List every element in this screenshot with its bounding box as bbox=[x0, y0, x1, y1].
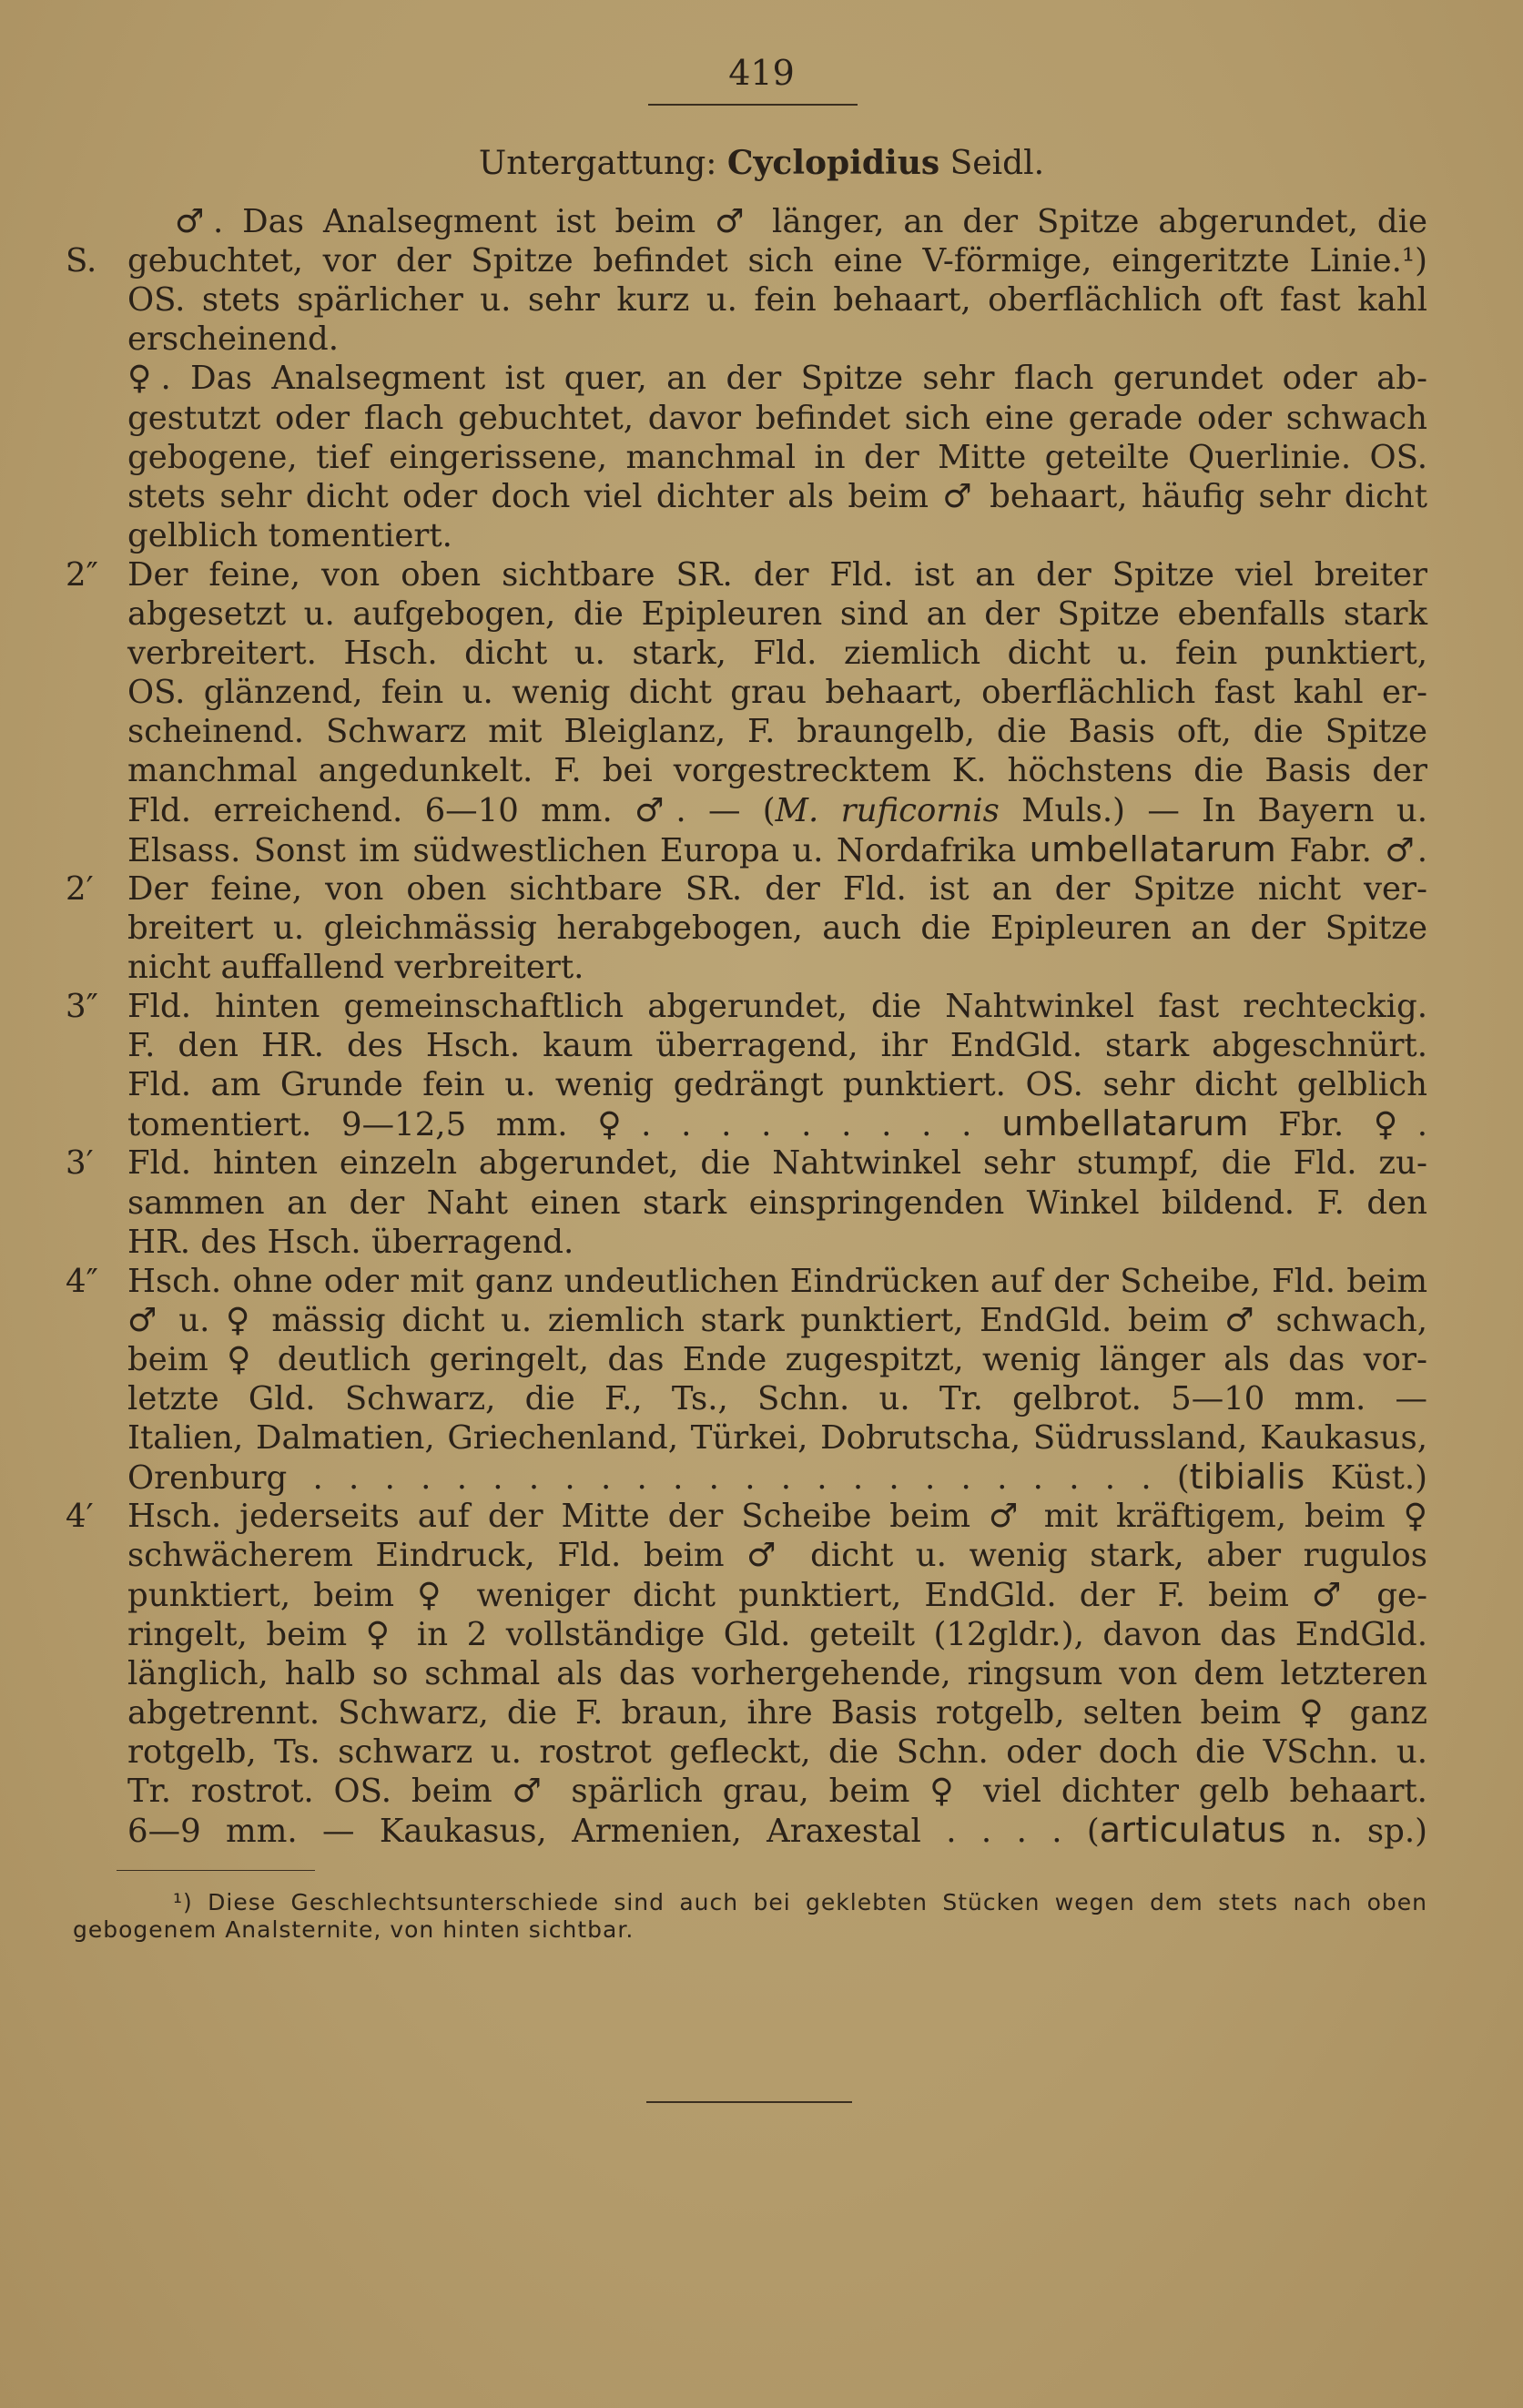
subgenus-name: Cyclopidius bbox=[726, 144, 940, 182]
text-line: länglich, halb so schmal als das vorhergehende, ringsum von dem letzteren bbox=[127, 1655, 1427, 1692]
couplet-label: 4′ bbox=[66, 1498, 94, 1535]
text-line: erscheinend. bbox=[127, 320, 340, 358]
couplet-label: S. bbox=[66, 242, 97, 279]
text-line: gebuchtet, vor der Spitze befindet sich eine V-förmige, eingeritzte Linie.¹) bbox=[127, 242, 1427, 279]
text-line: sammen an der Naht einen stark einspringenden Winkel bildend. F. den bbox=[127, 1184, 1427, 1222]
couplet-label: 2′ bbox=[66, 870, 94, 908]
text-line: ♂. Das Analsegment ist beim ♂ länger, an der Spitze abgerundet, die bbox=[175, 203, 1427, 240]
text-line: gebogene, tief eingerissene, manchmal in der Mitte geteilte Querlinie. OS. bbox=[127, 439, 1427, 476]
text-line: ♀. Das Analsegment ist quer, an der Spitze sehr flach gerundet oder ab- bbox=[127, 360, 1427, 397]
page-number: 419 bbox=[728, 53, 795, 93]
text-line: Hsch. ohne oder mit ganz undeutlichen Eindrücken auf der Scheibe, Fld. beim bbox=[127, 1263, 1427, 1300]
text-line: stets sehr dicht oder doch viel dichter als beim ♂ behaart, häufig sehr dicht bbox=[127, 478, 1427, 515]
couplet-label: 3′ bbox=[66, 1144, 94, 1182]
text-line: Der feine, von oben sichtbare SR. der Fld. ist an der Spitze nicht ver- bbox=[127, 870, 1427, 908]
text-line: Fld. erreichend. 6—10 mm. ♂. — (M. ruficornis Muls.) — In Bayern u. bbox=[127, 792, 1427, 829]
text-line: schwächerem Eindruck, Fld. beim ♂ dicht u. wenig stark, aber rugulos bbox=[127, 1537, 1427, 1574]
text-line: nicht auffallend verbreitert. bbox=[127, 949, 584, 986]
subgenus-author: Seidl. bbox=[949, 145, 1045, 182]
couplet-label: 4″ bbox=[66, 1263, 98, 1300]
text-line: tomentiert. 9—12,5 mm. ♀. . . . . . . . . umbellatarum Fbr. ♀. bbox=[127, 1103, 1427, 1143]
text-line: Tr. rostrot. OS. beim ♂ spärlich grau, beim ♀ viel dichter gelb behaart. bbox=[127, 1773, 1427, 1810]
text-line: Fld. am Grunde fein u. wenig gedrängt punktiert. OS. sehr dicht gelblich bbox=[127, 1066, 1427, 1103]
text-line: gestutzt oder flach gebuchtet, davor befindet sich eine gerade oder schwach bbox=[127, 400, 1427, 437]
text-line: breitert u. gleichmässig herabgebogen, auch die Epipleuren an der Spitze bbox=[127, 909, 1427, 947]
text-line: Fld. hinten gemeinschaftlich abgerundet, die Nahtwinkel fast rechteckig. bbox=[127, 988, 1427, 1025]
text-line: abgetrennt. Schwarz, die F. braun, ihre Basis rotgelb, selten beim ♀ ganz bbox=[127, 1694, 1427, 1732]
text-line: ringelt, beim ♀ in 2 vollständige Gld. geteilt (12gldr.), davon das EndGld. bbox=[127, 1616, 1427, 1653]
text-line: OS. stets spärlicher u. sehr kurz u. fein behaart, oberflächlich oft fast kahl bbox=[127, 281, 1427, 319]
text-line: gelblich tomentiert. bbox=[127, 517, 452, 554]
text-line: Italien, Dalmatien, Griechenland, Türkei, Dobrutscha, Südrussland, Kaukasus, bbox=[127, 1419, 1427, 1457]
text-line: manchmal angedunkelt. F. bei vorgestrecktem K. höchstens die Basis der bbox=[127, 752, 1427, 789]
footnote-line-2: gebogenem Analsternite, von hinten sichtbar. bbox=[73, 1916, 635, 1943]
bottom-rule bbox=[646, 2101, 852, 2103]
text-line: beim ♀ deutlich geringelt, das Ende zugespitzt, wenig länger als das vor- bbox=[127, 1341, 1427, 1378]
text-line: verbreitert. Hsch. dicht u. stark, Fld. ziemlich dicht u. fein punktiert, bbox=[127, 635, 1427, 672]
couplet-label: 3″ bbox=[66, 988, 98, 1025]
text-line: scheinend. Schwarz mit Bleiglanz, F. braungelb, die Basis oft, die Spitze bbox=[127, 713, 1427, 750]
text-line: Hsch. jederseits auf der Mitte der Scheibe beim ♂ mit kräftigem, beim ♀ bbox=[127, 1498, 1427, 1535]
text-line: HR. des Hsch. überragend. bbox=[127, 1224, 574, 1261]
subgenus-heading bbox=[0, 144, 1523, 182]
text-line: 6—9 mm. — Kaukasus, Armenien, Araxestal . . . . (articulatus n. sp.) bbox=[127, 1810, 1427, 1850]
text-line: Der feine, von oben sichtbare SR. der Fld. ist an der Spitze viel breiter bbox=[127, 556, 1427, 594]
text-line: letzte Gld. Schwarz, die F., Ts., Schn. u. Tr. gelbrot. 5—10 mm. — bbox=[127, 1380, 1427, 1417]
text-line: ♂ u. ♀ mässig dicht u. ziemlich stark punktiert, EndGld. beim ♂ schwach, bbox=[127, 1302, 1427, 1339]
text-line: rotgelb, Ts. schwarz u. rostrot gefleckt, die Schn. oder doch die VSchn. u. bbox=[127, 1733, 1427, 1771]
text-line: Orenburg . . . . . . . . . . . . . . . . . . . . . . . . (tibialis Küst.) bbox=[127, 1457, 1427, 1497]
text-line: OS. glänzend, fein u. wenig dicht grau behaart, oberflächlich fast kahl er- bbox=[127, 674, 1427, 711]
couplet-label: 2″ bbox=[66, 556, 98, 594]
text-line: F. den HR. des Hsch. kaum überragend, ihr EndGld. stark abgeschnürt. bbox=[127, 1027, 1427, 1064]
text-line: Elsass. Sonst im südwestlichen Europa u. Nordafrika umbellatarum Fabr. ♂. bbox=[127, 829, 1427, 869]
text-line: abgesetzt u. aufgebogen, die Epipleuren sind an der Spitze ebenfalls stark bbox=[127, 595, 1427, 633]
header-rule bbox=[648, 104, 858, 106]
footnote-rule bbox=[117, 1870, 315, 1871]
subgenus-prefix: Untergattung: bbox=[478, 145, 717, 182]
text-line: Fld. hinten einzeln abgerundet, die Nahtwinkel sehr stumpf, die Fld. zu- bbox=[127, 1144, 1427, 1182]
text-line: punktiert, beim ♀ weniger dicht punktiert, EndGld. der F. beim ♂ ge- bbox=[127, 1577, 1428, 1614]
footnote-line-1: ¹) Diese Geschlechtsunterschiede sind auch bei geklebten Stücken wegen dem stets nach oben bbox=[173, 1889, 1427, 1915]
